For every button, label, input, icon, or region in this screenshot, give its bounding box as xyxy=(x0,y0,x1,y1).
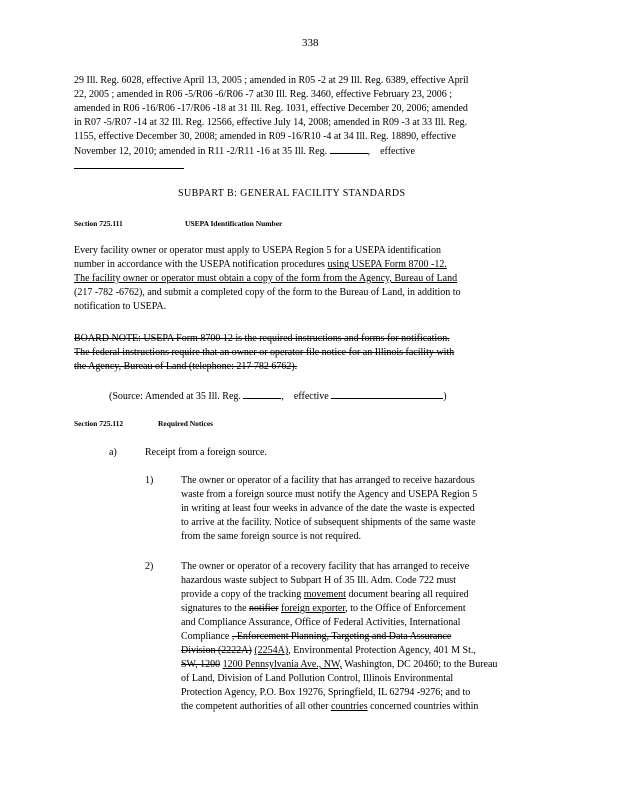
item-text: concerned countries within xyxy=(370,701,479,712)
effective-label: effective xyxy=(293,391,329,402)
item-text: Compliance xyxy=(181,631,230,642)
item-line xyxy=(181,658,497,671)
board-note-line: The federal instructions require that an owner or operator file notice for an Illinois facility with xyxy=(74,347,455,358)
history-line: 22, 2005 ; amended in R06 -5/R06 -6/R06 -7 at30 Ill. Reg. 3460, effective February 23, 2006 ; xyxy=(74,89,453,100)
board-note-line: BOARD NOTE: USEPA Form 8700 12 is the required instructions and forms for notification. xyxy=(74,333,450,344)
item-line xyxy=(181,700,478,713)
item-line xyxy=(181,630,451,643)
item-line: waste from a foreign source must notify the Agency and USEPA Region 5 xyxy=(181,489,478,500)
inserted-line: The facility owner or operator must obtain a copy of the form from the Agency, Bureau of Land xyxy=(74,273,458,284)
inserted-text: 1200 Pennsylvania Ave., NW, xyxy=(222,659,343,670)
para-line: notification to USEPA. xyxy=(74,301,167,312)
history-line: in R07 -5/R07 -14 at 32 Ill. Reg. 12566, effective July 14, 2008; amended in R09 -3 at 33 Ill. Reg. xyxy=(74,117,468,128)
item-line: hazardous waste subject to Subpart H of 35 Ill. Adm. Code 722 must xyxy=(181,575,456,586)
blank-line xyxy=(330,144,368,154)
page-number: 338 xyxy=(302,37,319,49)
history-line: amended in R06 -16/R06 -17/R06 -18 at 31 Ill. Reg. 1031, effective December 20, 2006; amended xyxy=(74,103,468,114)
item-label: 2) xyxy=(145,561,154,572)
item-text: signatures to the xyxy=(181,603,247,614)
item-text: Washington, DC 20460; to the Bureau xyxy=(344,659,498,670)
item-line: from the same foreign source is not required. xyxy=(181,531,361,542)
inserted-text: foreign exporter xyxy=(280,603,346,614)
comma: , xyxy=(367,146,371,157)
deleted-text: , Enforcement Planning, Targeting and Data Assurance xyxy=(231,631,452,642)
section-number: Section 725.112 xyxy=(74,419,124,428)
blank-line xyxy=(331,389,443,399)
subpart-heading: SUBPART B: GENERAL FACILITY STANDARDS xyxy=(178,188,406,199)
item-line: in writing at least four weeks in advance of the date the waste is expected xyxy=(181,503,475,514)
item-line: to arrive at the facility. Notice of subsequent shipments of the same waste xyxy=(181,517,476,528)
comma: , xyxy=(281,391,284,402)
item-label: 1) xyxy=(145,475,154,486)
blank-line xyxy=(74,168,184,169)
item-line: and Compliance Assurance, Office of Federal Activities, International xyxy=(181,617,461,628)
item-line: of Land, Division of Land Pollution Control, Illinois Environmental xyxy=(181,673,454,684)
item-line: The owner or operator of a facility that has arranged to receive hazardous xyxy=(181,475,475,486)
source-prefix: (Source: Amended at 35 Ill. Reg. xyxy=(109,391,241,402)
inserted-text: (2254A) xyxy=(254,645,289,656)
item-text: Receipt from a foreign source. xyxy=(145,447,267,458)
history-text: November 12, 2010; amended in R11 -2/R11 -16 at 35 Ill. Reg. xyxy=(74,146,328,157)
para-line xyxy=(74,258,447,271)
item-line: Protection Agency, P.O. Box 19276, Springfield, IL 62794 -9276; and to xyxy=(181,687,471,698)
history-line: 29 Ill. Reg. 6028, effective April 13, 2005 ; amended in R05 -2 at 29 Ill. Reg. 6389, effective April xyxy=(74,75,469,86)
deleted-text: SW, 1200 xyxy=(181,659,221,670)
section-title: USEPA Identification Number xyxy=(185,219,283,228)
item-text: the competent authorities of all other xyxy=(181,701,329,712)
item-line xyxy=(181,588,469,601)
item-line xyxy=(181,602,466,615)
inserted-text: movement xyxy=(303,589,346,600)
history-line-last xyxy=(74,144,415,158)
item-text: document bearing all required xyxy=(348,589,469,600)
item-text: provide a copy of the tracking xyxy=(181,589,302,600)
close-paren: ) xyxy=(443,391,447,402)
board-note-line: the Agency, Bureau of Land (telephone: 217 782 6762). xyxy=(74,361,298,372)
inserted-text: using USEPA Form 8700 -12. xyxy=(327,259,447,270)
para-text: number in accordance with the USEPA notification procedures xyxy=(74,259,325,270)
blank-line xyxy=(243,389,281,399)
item-text: , to the Office of Enforcement xyxy=(345,603,466,614)
inserted-text: countries xyxy=(330,701,368,712)
para-line: (217 -782 -6762), and submit a completed copy of the form to the Bureau of Land, in addition to xyxy=(74,287,461,298)
section-title: Required Notices xyxy=(158,419,214,428)
source-note xyxy=(109,389,447,403)
effective-label: effective xyxy=(380,146,415,157)
item-line xyxy=(181,644,476,657)
para-line: Every facility owner or operator must apply to USEPA Region 5 for a USEPA identification xyxy=(74,245,441,256)
history-line: 1155, effective December 30, 2008; amended in R09 -16/R10 -4 at 34 Ill. Reg. 18890, effective xyxy=(74,131,456,142)
item-text: , Environmental Protection Agency, 401 M St., xyxy=(288,645,476,656)
item-label: a) xyxy=(109,447,117,458)
deleted-text: Division (2222A) xyxy=(181,645,252,656)
section-number: Section 725.111 xyxy=(74,219,123,228)
deleted-text: notifier xyxy=(249,603,279,614)
item-line: The owner or operator of a recovery facility that has arranged to receive xyxy=(181,561,470,572)
